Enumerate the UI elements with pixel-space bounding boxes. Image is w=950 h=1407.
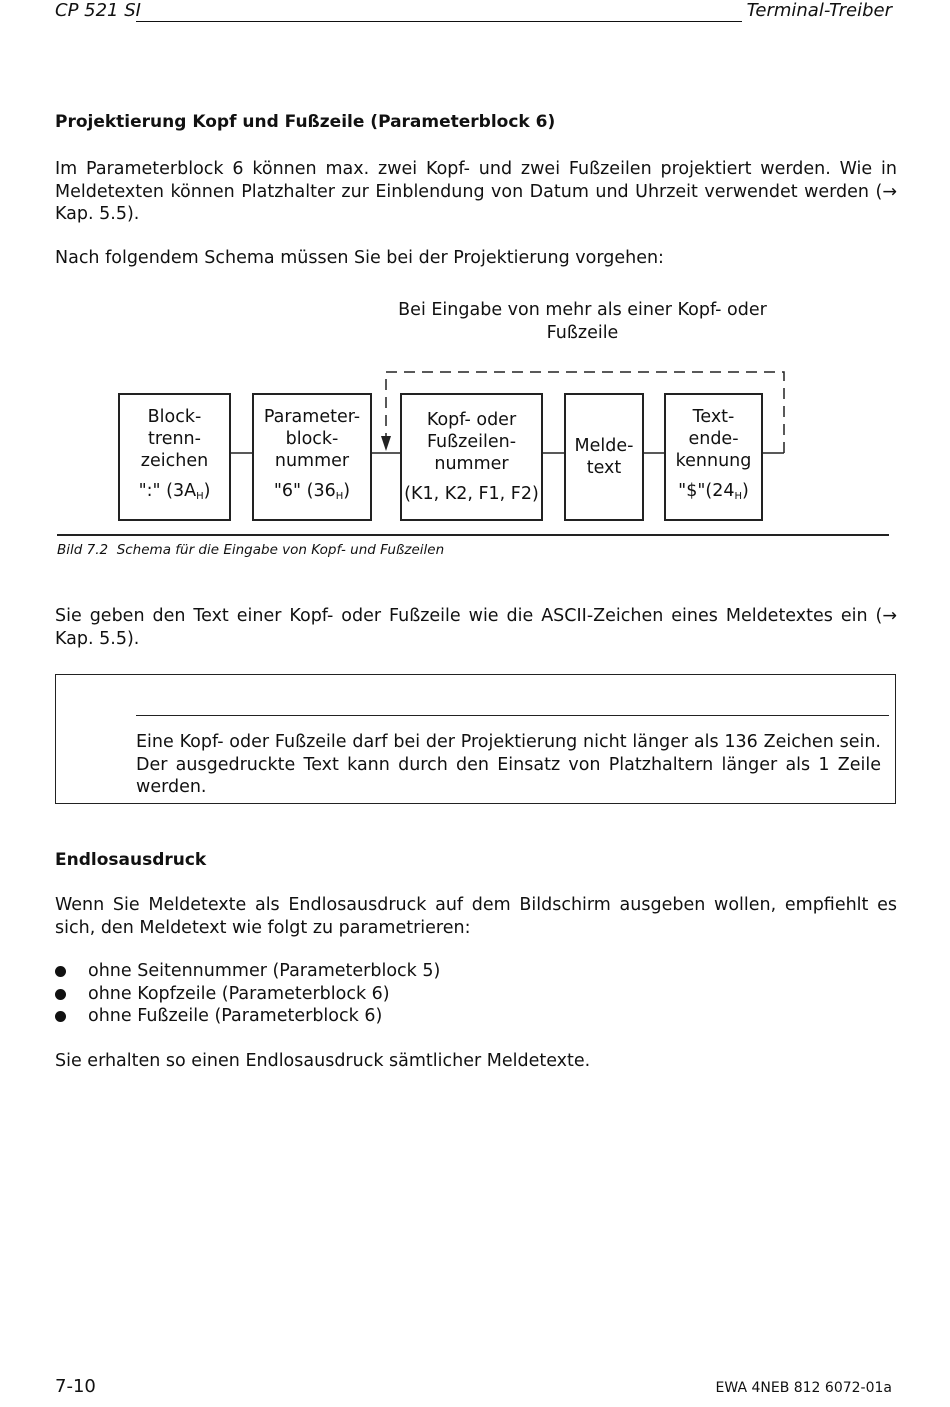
box-code: ":" $(3A_H)$ bbox=[138, 481, 211, 502]
box-code: "6" $(36_H)$ bbox=[273, 481, 351, 502]
bullet-icon bbox=[55, 989, 66, 1000]
diagram-box-line-number bbox=[400, 393, 543, 521]
header-right: Terminal-Treiber bbox=[746, 0, 892, 21]
box-line: nummer bbox=[274, 451, 350, 471]
note-rule bbox=[136, 715, 889, 716]
box-line: kennung bbox=[675, 451, 752, 471]
paragraph: Im Parameterblock 6 können max. zwei Kopf- und zwei Fußzeilen projektiert werden. Wie in Meldetexten können Platzhalter zur Einblendung von Datum und Uhrzeit verwendet werden (→ Kap. 5.5). bbox=[55, 159, 897, 224]
box-line: Text- bbox=[692, 407, 735, 427]
caption-text: Schema für die Eingabe von Kopf- und Fußzeilen bbox=[116, 542, 445, 558]
bullet-icon bbox=[55, 966, 66, 977]
bullet-icon bbox=[55, 1011, 66, 1022]
box-line: Parameter- bbox=[263, 407, 361, 427]
paragraph: Wenn Sie Meldetexte als Endlosausdruck auf dem Bildschirm ausgeben wollen, empfiehlt es sich, den Meldetext wie folgt zu parametrieren: bbox=[55, 895, 897, 938]
box-line: trenn- bbox=[148, 429, 201, 449]
list-item: ohne Kopfzeile (Parameterblock 6) bbox=[88, 984, 390, 1004]
page-number: 7-10 bbox=[55, 1376, 96, 1397]
document-id: EWA 4NEB 812 6072-01a bbox=[715, 1380, 892, 1396]
box-line: ende- bbox=[688, 429, 739, 449]
list-item: ohne Fußzeile (Parameterblock 6) bbox=[88, 1006, 383, 1026]
diagram-box-message-text bbox=[564, 393, 644, 521]
box-line: block- bbox=[285, 429, 339, 449]
box-code: "$\$"(24_H)$ bbox=[678, 481, 749, 502]
section-heading: Projektierung Kopf und Fußzeile (Parameterblock 6) bbox=[55, 112, 556, 132]
arrowhead-icon bbox=[381, 436, 391, 451]
loop-label-line: Fußzeile bbox=[546, 322, 619, 343]
box-line: Fußzeilen- bbox=[426, 432, 517, 452]
diagram-box-block-separator bbox=[118, 393, 231, 521]
note-box bbox=[55, 674, 896, 804]
header-left: CP 521 SI bbox=[55, 0, 141, 21]
box-line: Kopf- oder bbox=[426, 410, 517, 430]
section-heading: Endlosausdruck bbox=[55, 850, 207, 870]
loop-label-line: Bei Eingabe von mehr als einer Kopf- oder bbox=[398, 300, 767, 320]
paragraph: Sie erhalten so einen Endlosausdruck sämtlicher Meldetexte. bbox=[55, 1051, 591, 1071]
diagram-box-text-end-marker bbox=[664, 393, 763, 521]
box-line: text bbox=[586, 458, 622, 478]
paragraph: Nach folgendem Schema müssen Sie bei der Projektierung vorgehen: bbox=[55, 248, 664, 268]
box-code: (K1, K2, F1, F2) bbox=[404, 484, 539, 504]
box-line: Block- bbox=[147, 407, 202, 427]
note-text: Eine Kopf- oder Fußzeile darf bei der Projektierung nicht länger als 136 Zeichen sein. Der ausgedruckte Text kann durch den Einsatz von Platzhaltern länger als 1 Zeile werden. bbox=[136, 732, 881, 797]
paragraph: Sie geben den Text einer Kopf- oder Fußzeile wie die ASCII-Zeichen eines Meldetextes ein (→ Kap. 5.5). bbox=[55, 606, 897, 649]
box-line: zeichen bbox=[140, 451, 209, 471]
box-line: nummer bbox=[434, 454, 509, 474]
diagram-box-parameter-block-number bbox=[252, 393, 372, 521]
caption-number: Bild 7.2 bbox=[57, 542, 109, 558]
figure-caption bbox=[57, 542, 444, 558]
box-line: Melde- bbox=[574, 436, 634, 456]
list-item: ohne Seitennummer (Parameterblock 5) bbox=[88, 961, 441, 981]
